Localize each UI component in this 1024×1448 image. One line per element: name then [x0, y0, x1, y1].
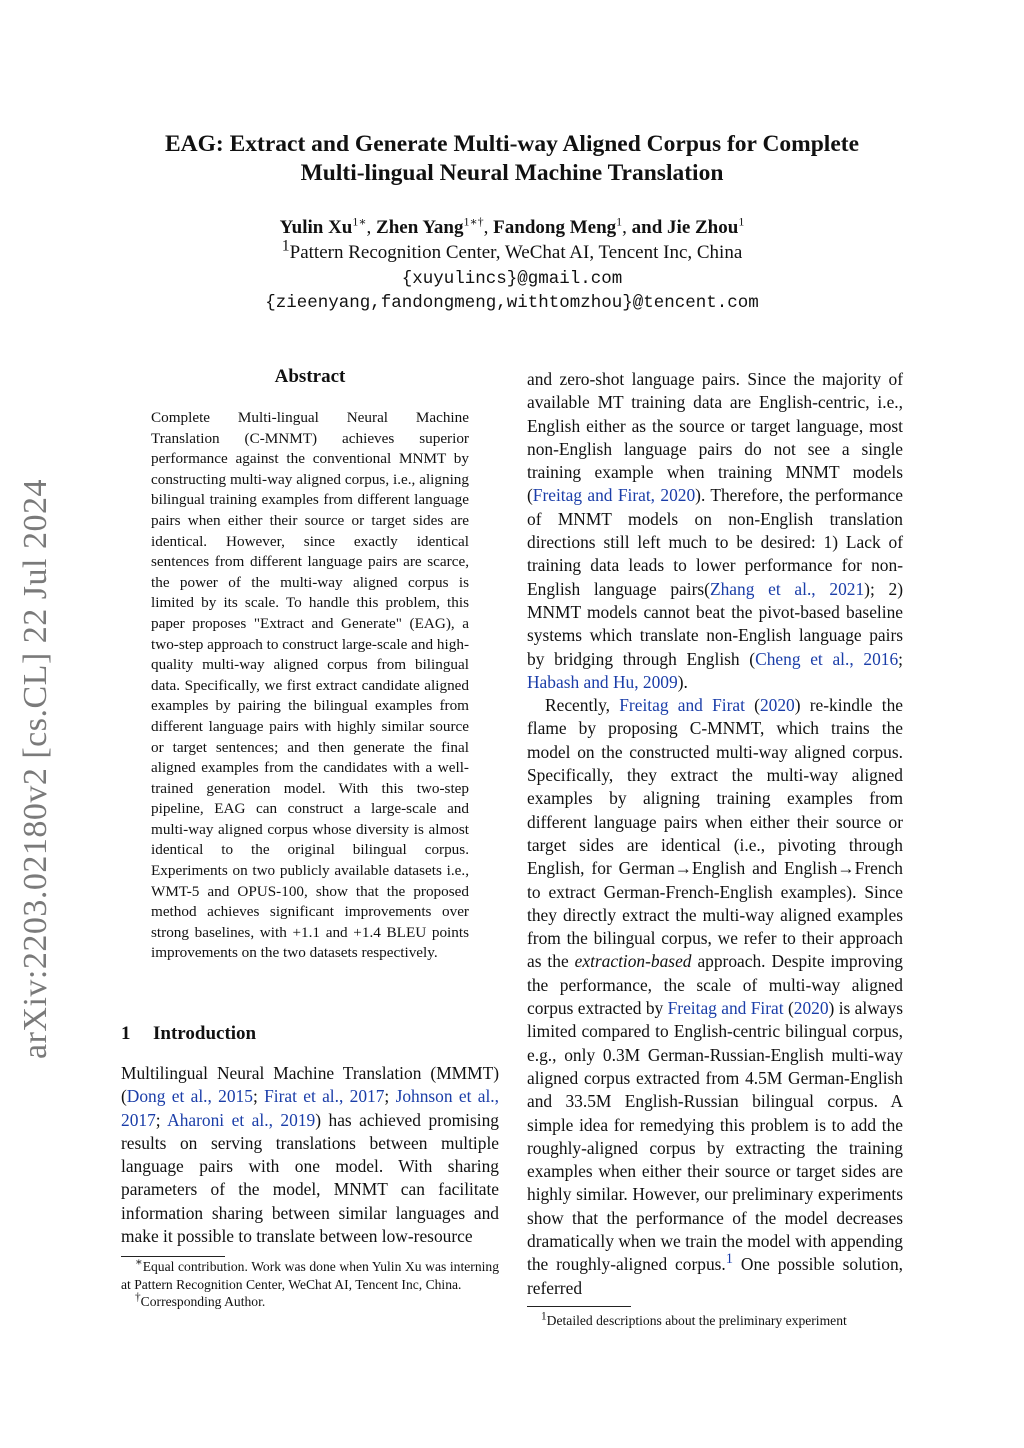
text: (: [783, 998, 794, 1019]
footnote-text: Detailed descriptions about the preliminary experiment: [546, 1313, 847, 1328]
intro-paragraph-1: [121, 1062, 499, 1248]
citation-link[interactable]: Zhang et al., 2021: [709, 578, 865, 599]
abstract-heading: Abstract: [274, 366, 346, 387]
text: One possible solution, referred: [527, 1254, 903, 1298]
intro-paragraph-2: [527, 694, 903, 1300]
footnote-rule: [527, 1306, 631, 1307]
affiliation-text: Pattern Recognition Center, WeChat AI, Tencent Inc, China: [289, 242, 743, 263]
author-list: Yulin $Xu^{1∗}$, Zhen Yang$^{1∗\dagger}$, Fandong Meng$^1$, and Jie Zhou$^1$: [279, 214, 745, 238]
citation-link[interactable]: Cheng et al., 2016: [755, 648, 899, 669]
footnotes-right: [527, 1312, 905, 1330]
footnotes-left: [121, 1258, 499, 1311]
text: ;: [155, 1109, 168, 1130]
citation-link[interactable]: Johnson et al., 2017: [121, 1086, 499, 1130]
text: ); 2) MNMT models cannot beat the pivot-based baseline systems which translate non-English language pairs by bridging through English (: [527, 578, 903, 669]
email-line-1: {xuyulincs}@gmail.com: [401, 269, 623, 289]
text: ) re-kindle the flame by proposing C-MNMT, which trains the model on the constructed multi-way aligned corpus. Specifically, they extract the multi-way aligned examples by aligning training examples from different language pairs when either their source or target sides are identical (i.e., pivoting through English, for German→English and English→French to extract German-French-English examples). Since they directly extract the multi-way aligned examples from the bilingual corpus, we refer to their approach as the: [527, 695, 903, 972]
author-name: Yulin Xu: [279, 217, 353, 238]
affiliation-mark: 1: [281, 237, 290, 255]
paper-title: [0, 130, 1024, 188]
text: ;: [384, 1086, 396, 1107]
text: (: [744, 695, 760, 716]
citation-link[interactable]: Firat et al., 2017: [264, 1086, 385, 1107]
author-name: Zhen Yang: [376, 217, 464, 238]
email-line-2: {zieenyang,fandongmeng,withtomzhou}@tencent.com: [265, 293, 759, 313]
text: ).: [677, 671, 688, 692]
footnote-text: Equal contribution. Work was done when Yulin Xu was interning at Pattern Recognition Center, WeChat AI, Tencent Inc, China.: [121, 1259, 499, 1292]
title-line-1: EAG: Extract and Generate Multi-way Aligned Corpus for Complete: [164, 131, 860, 157]
title-line-2: Multi-lingual Neural Machine Translation: [300, 160, 724, 186]
author-mark: 1∗†: [463, 214, 484, 229]
text: and zero-shot language pairs. Since the majority of available MT training data are English-centric, i.e., English either as the source or target language, most non-English language pairs do not see a single training example when training MNMT models (: [527, 369, 903, 506]
citation-link[interactable]: Freitag and Firat: [667, 998, 784, 1019]
citation-link[interactable]: 2020: [759, 695, 795, 716]
footnote-corresponding: [121, 1293, 499, 1311]
citation-link[interactable]: Habash and Hu, 2009: [527, 671, 678, 692]
abstract-body: Complete Multi-lingual Neural Machine Translation (C-MNMT) achieves superior performance against the conventional MNMT by constructing multi-way aligned corpus, i.e., aligning bilingual training examples from different language pairs when either their source or target sides are identical. However, since exactly identical sentences from different language pairs are scarce, the power of the multi-way aligned corpus is limited by its scale. To handle this problem, this paper proposes "Extract and Generate" (EAG), a two-step approach to construct large-scale and high-quality multi-way aligned corpus from bilingual data. Specifically, we first extract candidate aligned examples by pairing the bilingual examples from different language pairs with highly similar source or target sentences; and then generate the final aligned examples from the candidates with a well-trained generation model. With this two-step pipeline, EAG can construct a large-scale and multi-way aligned corpus whose diversity is almost identical to the original bilingual corpus. Experiments on two publicly available datasets i.e., WMT-5 and OPUS-100, show that the proposed method achieves significant improvements over strong baselines, with +1.1 and +1.4 BLEU points improvements on the two datasets respectively.: [151, 409, 469, 962]
citation-link[interactable]: Aharoni et al., 2019: [167, 1109, 316, 1130]
emphasis: extraction-based: [574, 951, 692, 972]
text: Recently,: [545, 695, 620, 716]
footnote-mark: ∗: [135, 1256, 143, 1269]
footnote-text: Corresponding Author.: [140, 1294, 266, 1310]
citation-link[interactable]: Freitag and Firat: [619, 695, 745, 716]
author-mark: 1∗: [352, 214, 367, 229]
footnote-marker[interactable]: 1: [725, 1251, 734, 1268]
affiliation: [0, 237, 1024, 265]
citation-link[interactable]: Freitag and Firat, 2020: [532, 485, 696, 506]
citation-link[interactable]: Dong et al., 2015: [126, 1086, 253, 1107]
section-number: 1: [121, 1023, 131, 1044]
footnote-mark: †: [135, 1291, 141, 1304]
text: ;: [898, 648, 903, 669]
section-heading-introduction: [121, 1023, 256, 1045]
text: ;: [252, 1086, 265, 1107]
footnote-1: [527, 1312, 905, 1330]
author-name: Jie Zhou: [667, 217, 739, 238]
text: approach. Despite improving the performance, the scale of multi-way aligned corpus extracted by: [527, 951, 903, 1019]
citation-link[interactable]: 2020: [793, 998, 829, 1019]
text: ) has achieved promising results on serving translations between multiple language pairs with one model. With sharing parameters of the model, MNMT can facilitate information sharing between similar languages and make it possible to translate between low-resource: [121, 1109, 500, 1247]
right-column: [527, 368, 903, 1300]
author-mark: 1: [738, 214, 745, 229]
text: ). Therefore, the performance of MNMT models on non-English translation directions still left much to be desired: 1) Lack of training data leads to lower performance for non-English language pairs(: [527, 485, 903, 599]
author-mark: 1: [616, 214, 623, 229]
arxiv-stamp: arXiv:2203.02180v2 [cs.CL] 22 Jul 2024: [17, 479, 54, 1059]
text: Multilingual Neural Machine Translation (MMMT) (: [121, 1063, 499, 1107]
text: ) is always limited compared to English-centric bilingual corpus, e.g., only 0.3M German-Russian-English multi-way aligned corpus extracted from 4.5M German-English and 33.5M English-Russian bilingual corpus. A simple idea for remedying this problem is to add the roughly-aligned corpus by extracting the training examples when either their source or target sides are highly similar. However, our preliminary experiments show that the performance of the model decreases dramatically when we train the model with appending the roughly-aligned corpus.: [527, 998, 903, 1275]
section-title: Introduction: [153, 1023, 257, 1044]
intro-paragraph-1-continued: [527, 368, 903, 694]
footnote-mark: 1: [541, 1310, 547, 1323]
footnote-equal-contribution: [121, 1258, 499, 1293]
author-name: Fandong Meng: [493, 217, 617, 238]
